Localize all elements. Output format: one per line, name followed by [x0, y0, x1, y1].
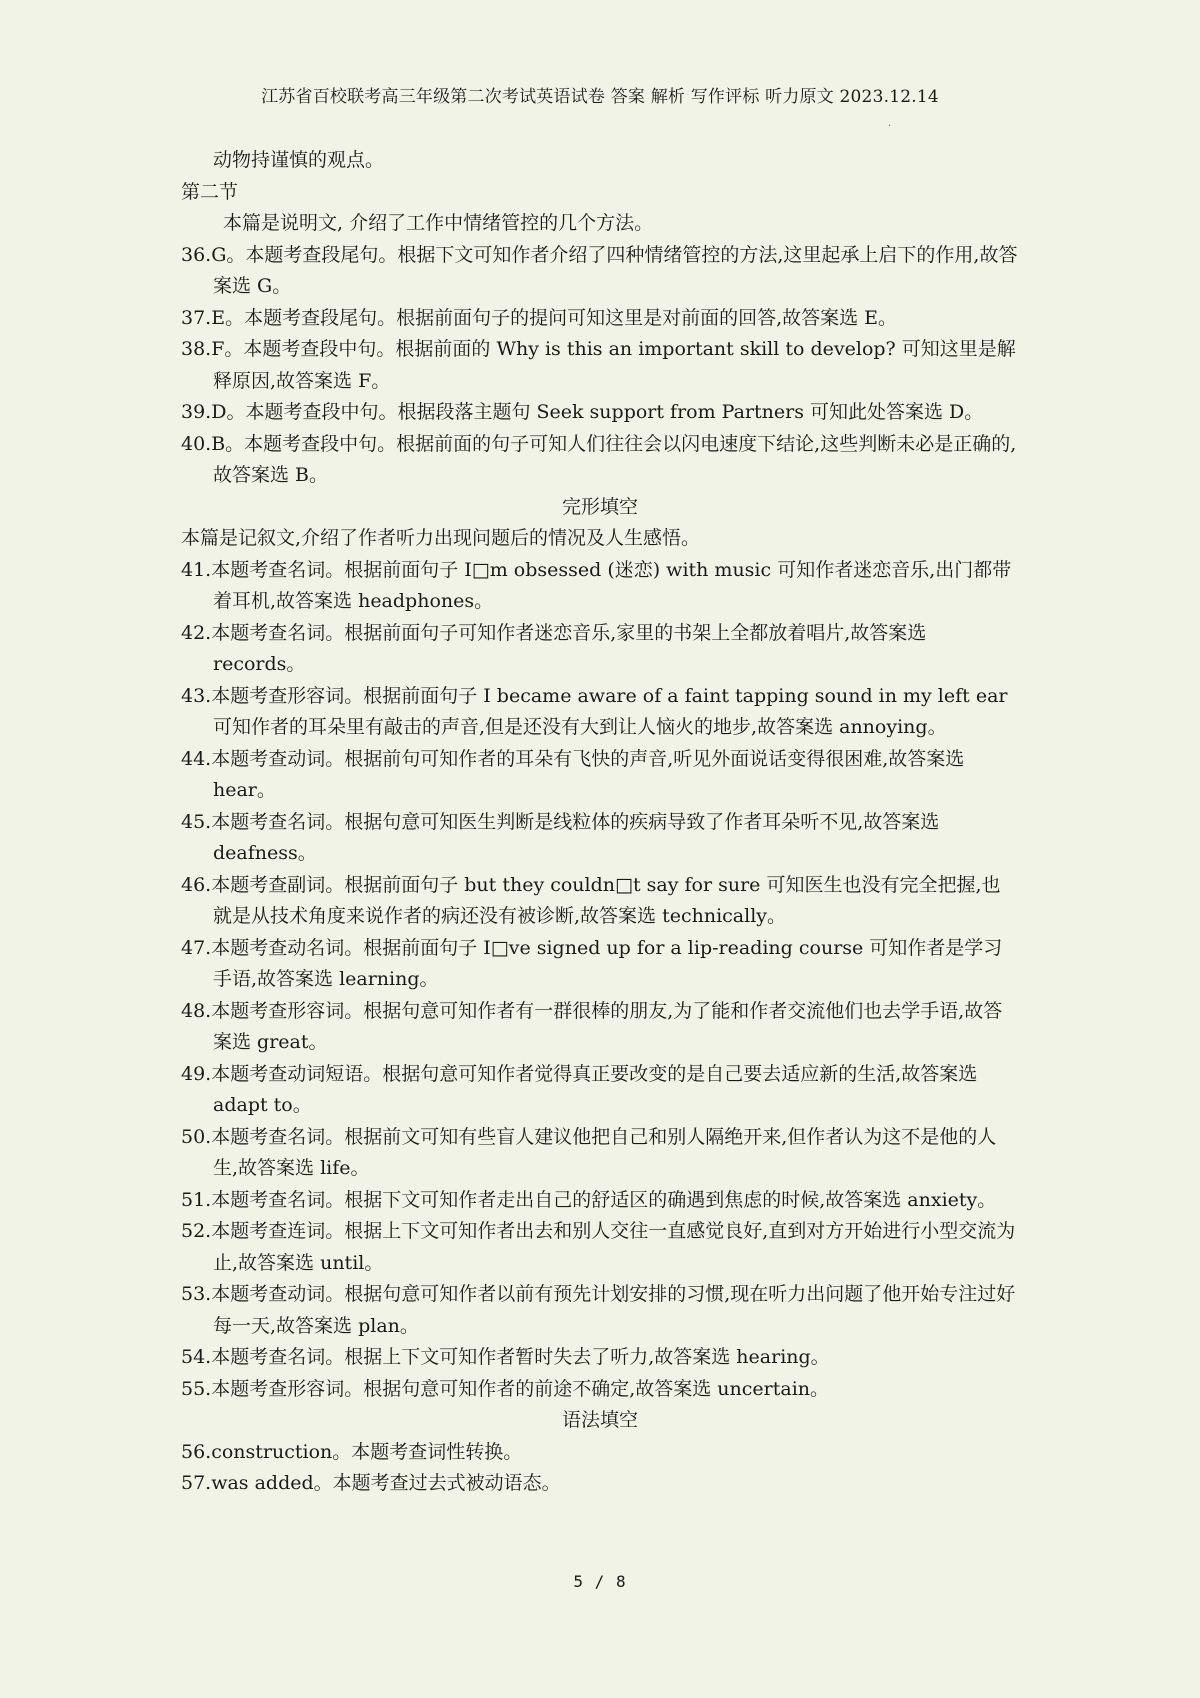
- answer-item-49: 49.本题考查动词短语。根据句意可知作者觉得真正要改变的是自己要去适应新的生活,故答案选 adapt to。: [181, 1062, 978, 1116]
- page-number: 5 / 8: [573, 1572, 627, 1591]
- header-dot: .: [888, 118, 892, 129]
- cloze-intro: 本篇是记叙文,介绍了作者听力出现问题后的情况及人生感悟。: [181, 527, 701, 549]
- cloze-title: 完形填空: [561, 495, 638, 518]
- continuation-line: 动物持谨慎的观点。: [213, 149, 385, 171]
- section2-intro: 本篇是说明文, 介绍了工作中情绪管控的几个方法。: [223, 212, 654, 234]
- answer-item-47: 47.本题考查动名词。根据前面句子 I□ve signed up for a lip-reading course 可知作者是学习手语,故答案选 learning。: [181, 936, 1003, 990]
- page-header: 江苏省百校联考高三年级第二次考试英语试卷 答案 解析 写作评标 听力原文 2023.12.14: [261, 87, 939, 107]
- answer-item-38: 38.F。本题考查段中句。根据前面的 Why is this an important skill to develop? 可知这里是解释原因,故答案选 F。: [181, 338, 1016, 392]
- answer-item-37: 37.E。本题考查段尾句。根据前面句子的提问可知这里是对前面的回答,故答案选 E。: [181, 306, 898, 329]
- document-body: [181, 145, 1019, 1500]
- answer-item-52: 52.本题考查连词。根据上下文可知作者出去和别人交往一直感觉良好,直到对方开始进行小型交流为止,故答案选 until。: [181, 1220, 1016, 1274]
- answer-item-40: 40.B。本题考查段中句。根据前面的句子可知人们往往会以闪电速度下结论,这些判断未必是正确的,故答案选 B。: [181, 432, 1017, 486]
- answer-item-36: 36.G。本题考查段尾句。根据下文可知作者介绍了四种情绪管控的方法,这里起承上启下的作用,故答案选 G。: [181, 243, 1018, 297]
- answer-item-46: 46.本题考查副词。根据前面句子 but they couldn□t say for sure 可知医生也没有完全把握,也就是从技术角度来说作者的病还没有被诊断,故答案选 technically。: [181, 873, 1001, 927]
- answer-item-53: 53.本题考查动词。根据句意可知作者以前有预先计划安排的习惯,现在听力出问题了他开始专注过好每一天,故答案选 plan。: [181, 1283, 1016, 1337]
- answer-item-43: 43.本题考查形容词。根据前面句子 I became aware of a faint tapping sound in my left ear 可知作者的耳朵里有敲击的声音,但是还没有大到让人恼火的地步,故答案选 annoying。: [181, 684, 1008, 738]
- grammar-title: 语法填空: [561, 1409, 638, 1431]
- answer-item-54: 54.本题考查名词。根据上下文可知作者暂时失去了听力,故答案选 hearing。: [181, 1346, 830, 1368]
- answer-item-55: 55.本题考查形容词。根据句意可知作者的前途不确定,故答案选 uncertain。: [181, 1377, 830, 1400]
- answer-item-44: 44.本题考查动词。根据前句可知作者的耳朵有飞快的声音,听见外面说话变得很困难,故答案选 hear。: [181, 747, 965, 801]
- section-title-part2: 第二节: [181, 180, 239, 203]
- answer-item-42: 42.本题考查名词。根据前面句子可知作者迷恋音乐,家里的书架上全都放着唱片,故答案选 records。: [181, 621, 927, 675]
- answer-item-56: 56.construction。本题考查词性转换。: [181, 1440, 523, 1463]
- answer-item-57: 57.was added。本题考查过去式被动语态。: [181, 1472, 561, 1494]
- answer-item-48: 48.本题考查形容词。根据句意可知作者有一群很棒的朋友,为了能和作者交流他们也去学手语,故答案选 great。: [181, 999, 1003, 1053]
- answer-item-45: 45.本题考查名词。根据句意可知医生判断是线粒体的疾病导致了作者耳朵听不见,故答案选 deafness。: [181, 810, 940, 864]
- answer-item-51: 51.本题考查名词。根据下文可知作者走出自己的舒适区的确遇到焦虑的时候,故答案选 anxiety。: [181, 1188, 997, 1211]
- answer-item-50: 50.本题考查名词。根据前文可知有些盲人建议他把自己和别人隔绝开来,但作者认为这不是他的人生,故答案选 life。: [181, 1125, 997, 1179]
- answer-item-41: 41.本题考查名词。根据前面句子 I□m obsessed (迷恋) with music 可知作者迷恋音乐,出门都带着耳机,故答案选 headphones。: [181, 558, 1012, 612]
- answer-item-39: 39.D。本题考查段中句。根据段落主题句 Seek support from Partners 可知此处答案选 D。: [181, 401, 984, 423]
